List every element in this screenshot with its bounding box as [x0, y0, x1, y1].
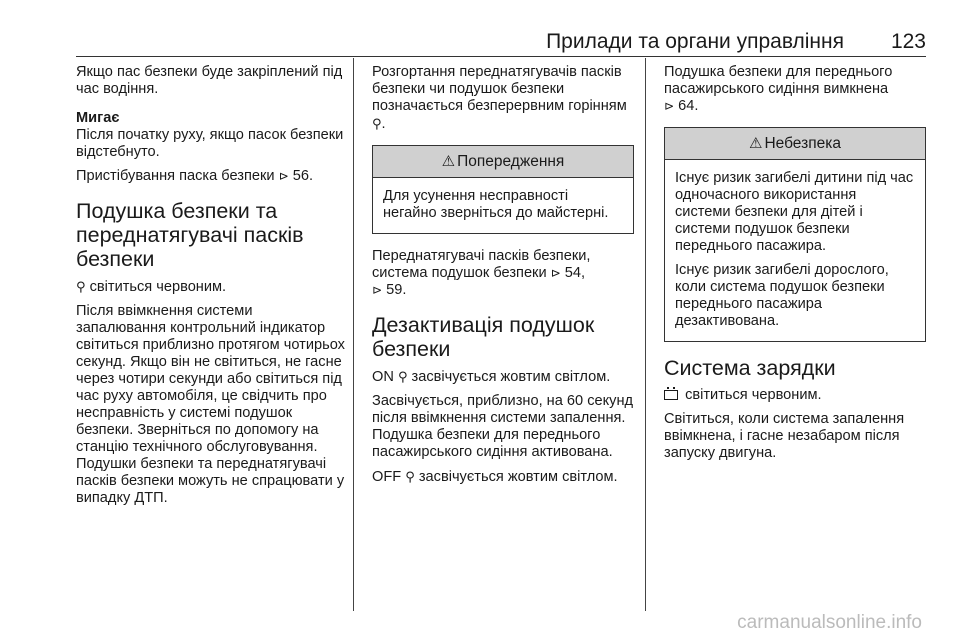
ref-text: Переднатягувачі пасків безпеки, система подушок безпеки	[372, 248, 591, 281]
danger-text: Існує ризик загибелі дорослого, коли система подушок безпеки переднього пасажира дезактивована.	[675, 262, 889, 329]
column-3	[664, 64, 926, 469]
airbag-icon: ⚲	[76, 279, 86, 294]
column-divider-2	[645, 58, 646, 611]
indicator-text: світиться червоним.	[685, 387, 822, 403]
period: .	[381, 116, 386, 132]
page-ref-arrow-icon: ⊳	[550, 266, 561, 280]
paragraph	[372, 468, 634, 486]
page-ref[interactable]: 56.	[292, 168, 314, 184]
paragraph: Засвічується, приблизно, на 60 секунд після ввімкнення системи запалення. Подушка безпеки для переднього пасажирського сидіння активована.	[372, 393, 634, 460]
danger-box-body	[665, 160, 925, 341]
warning-icon: ⚠	[441, 153, 456, 170]
warning-title: Попередження	[457, 153, 565, 170]
paragraph	[76, 278, 346, 296]
warning-text: Для усунення несправності негайно зверніться до майстерні.	[383, 188, 609, 221]
paragraph	[76, 168, 346, 185]
label-blinks: Мигає	[76, 110, 120, 126]
danger-title: Небезпека	[764, 135, 841, 152]
warning-box-header	[373, 146, 633, 178]
page-number: 123	[890, 30, 926, 53]
section-heading-airbag: Подушка безпеки та переднатягувачі пасків безпеки	[76, 199, 304, 271]
warning-box	[372, 145, 634, 234]
paragraph	[664, 387, 926, 404]
page-ref-arrow-icon: ⊳	[278, 169, 289, 183]
off-label: OFF	[372, 469, 402, 485]
ref-text: Подушка безпеки для переднього пасажирського сидіння вимкнена	[664, 64, 893, 97]
paragraph	[664, 64, 926, 115]
warning-box-body	[373, 178, 633, 233]
page-ref[interactable]: 54,	[564, 265, 586, 281]
paragraph: Після ввімкнення системи запалювання контрольний індикатор світиться приблизно протягом чотирьох секунд. Якщо він не світиться, не гасне через чотири секунди або світиться під час руху автомобіля, це свідчить про несправність у системі подушок безпеки. Зверніться по допомогу на станцію технічного обслуговування. Подушки безпеки та переднатягувачі пасків безпеки можуть не спрацювати у випадку ДТП.	[76, 303, 345, 506]
page-ref-arrow-icon: ⊳	[664, 99, 675, 113]
header-divider	[76, 56, 926, 57]
page-title: Прилади та органи управління	[546, 30, 844, 53]
paragraph: Світиться, коли система запалення ввімкнена, і гасне незабаром після запуску двигуна.	[664, 411, 905, 461]
column-divider-1	[353, 58, 354, 611]
section-heading-airbag-deactivation: Дезактивація подушок безпеки	[372, 313, 595, 361]
paragraph	[372, 368, 634, 386]
page-ref[interactable]: 59.	[386, 282, 407, 298]
page-ref[interactable]: 64.	[678, 98, 699, 114]
column-2	[372, 64, 634, 493]
danger-text: Існує ризик загибелі дитини під час одночасного використання системи безпеки для дітей і системи подушок безпеки переднього пасажира.	[675, 170, 914, 254]
on-label: ON	[372, 369, 394, 385]
warning-icon: ⚠	[749, 135, 763, 152]
danger-box	[664, 127, 926, 342]
airbag-on-icon: ⚲	[397, 369, 408, 384]
airbag-off-icon: ⚲	[405, 469, 415, 484]
paragraph: Після початку руху, якщо пасок безпеки відстебнуто.	[76, 127, 344, 160]
ref-text: Пристібування паска безпеки	[76, 168, 275, 184]
off-text: засвічується жовтим світлом.	[418, 469, 618, 485]
paragraph: Якщо пас безпеки буде закріплений під час водіння.	[76, 64, 343, 97]
column-1	[76, 64, 346, 514]
battery-icon	[664, 390, 678, 400]
section-heading-charging: Система зарядки	[664, 356, 836, 380]
watermark: carmanualsonline.info	[737, 612, 922, 633]
danger-box-header	[665, 128, 925, 160]
indicator-text: світиться червоним.	[89, 279, 227, 295]
on-text: засвічується жовтим світлом.	[411, 369, 611, 385]
paragraph	[372, 248, 634, 299]
page-ref-arrow-icon: ⊳	[372, 283, 383, 297]
paragraph	[372, 64, 634, 133]
airbag-icon: ⚲	[372, 116, 382, 131]
paragraph-text: Розгортання переднатягувачів пасків безпеки чи подушок безпеки позначається безперервним горінням	[372, 64, 627, 114]
